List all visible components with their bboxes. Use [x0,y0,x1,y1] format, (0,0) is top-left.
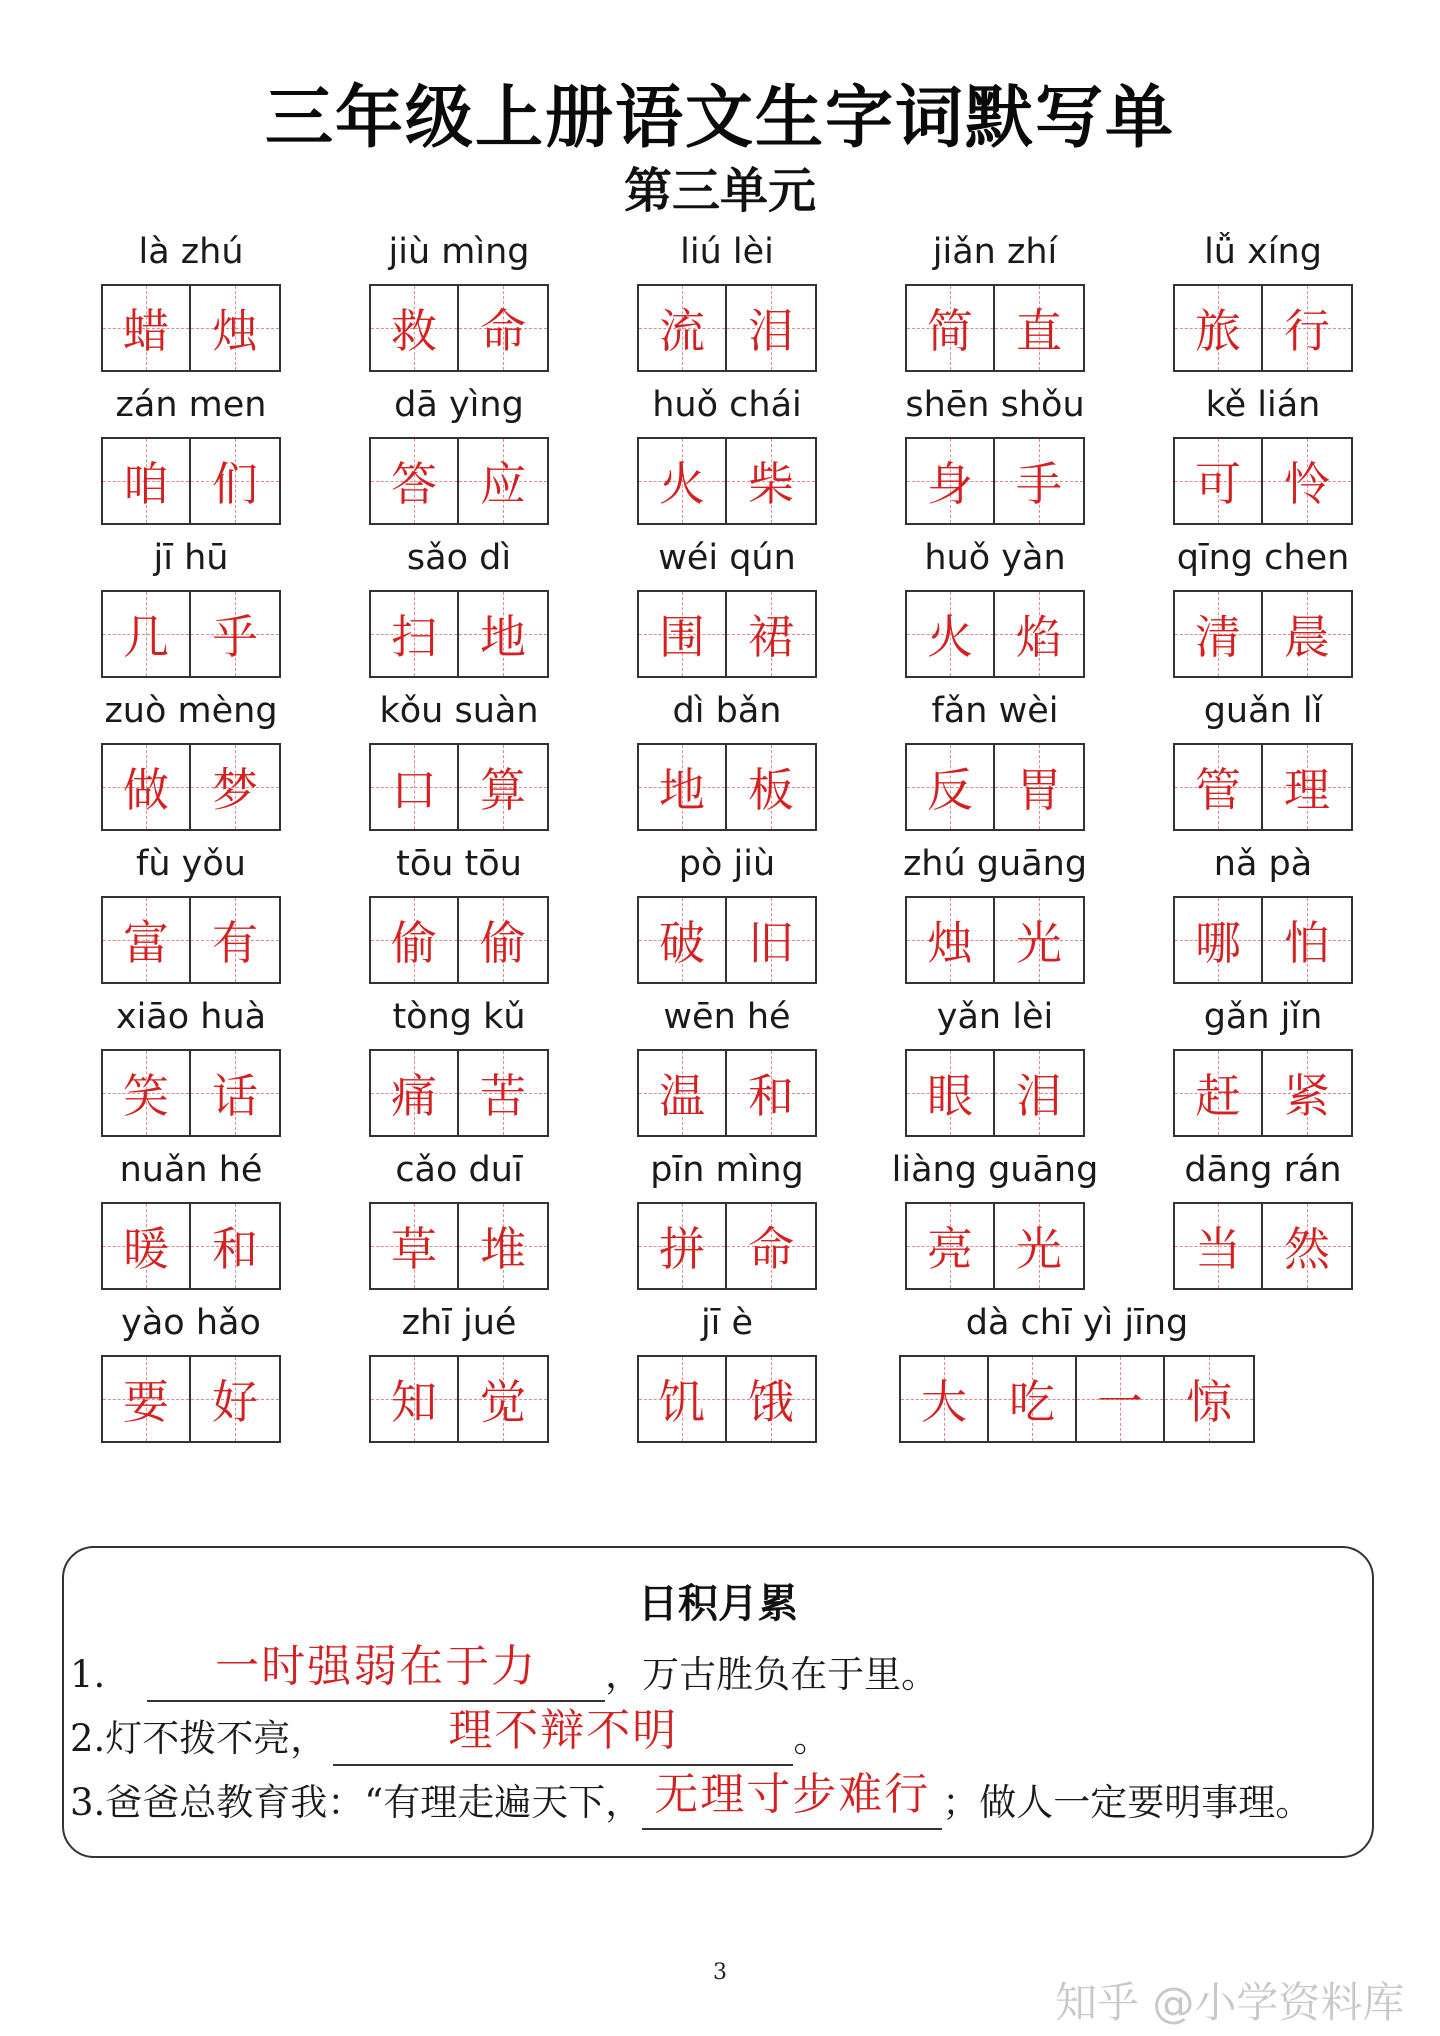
word-item [637,1146,817,1292]
hanzi-answer: 焰 [1016,610,1062,664]
hanzi-answer: 火 [659,457,705,511]
tianzige-cell[interactable] [459,1357,547,1441]
hanzi-answer: 知 [391,1375,437,1429]
hanzi-answer: 光 [1016,916,1062,970]
hanzi-answer: 破 [659,916,705,970]
word-item [1173,840,1353,986]
hanzi-answer: 算 [480,763,526,817]
hanzi-answer: 地 [659,763,705,817]
word-pinyin: yǎn lèi [936,997,1054,1037]
hanzi-answer: 觉 [480,1375,526,1429]
hanzi-answer: 饥 [659,1375,705,1429]
tianzige-cell[interactable] [103,592,191,676]
hanzi-answer: 堆 [480,1222,526,1276]
word-item [101,993,281,1139]
hanzi-answer: 有 [212,916,258,970]
tianzige-cell[interactable] [1165,1357,1253,1441]
word-pinyin: tòng kǔ [392,997,526,1037]
tianzige-cell[interactable] [1175,439,1263,523]
hanzi-answer: 理 [1284,763,1330,817]
tianzige-boxes[interactable] [101,590,281,678]
tianzige-boxes[interactable] [101,284,281,372]
word-item [1173,381,1353,527]
word-pinyin: fǎn wèi [931,691,1059,731]
tianzige-cell[interactable] [371,592,459,676]
tianzige-cell[interactable] [1263,286,1351,370]
hanzi-answer: 胃 [1016,763,1062,817]
word-pinyin: nǎ pà [1213,844,1313,884]
word-pinyin: huǒ chái [652,385,802,425]
tianzige-cell[interactable] [191,1051,279,1135]
word-item [369,840,549,986]
hanzi-answer: 苦 [480,1069,526,1123]
word-pinyin: nuǎn hé [119,1150,263,1190]
word-pinyin: xiāo huà [115,997,267,1037]
word-item [637,228,817,374]
word-pinyin: pīn mìng [650,1150,804,1190]
tianzige-cell[interactable] [727,898,815,982]
tianzige-boxes[interactable] [369,896,549,984]
word-item [101,534,281,680]
hanzi-answer: 地 [480,610,526,664]
hanzi-answer: 乎 [212,610,258,664]
tianzige-boxes[interactable] [369,1355,549,1443]
tianzige-cell[interactable] [103,286,191,370]
line-2-blank[interactable] [333,1700,793,1766]
word-pinyin: shēn shǒu [905,385,1085,425]
tianzige-cell[interactable] [907,898,995,982]
tianzige-cell[interactable] [727,286,815,370]
tianzige-boxes[interactable] [369,284,549,372]
word-item [369,381,549,527]
hanzi-answer: 可 [1195,457,1241,511]
line-3-prefix: 3.爸爸总教育我：“有理走遍天下， [70,1781,643,1824]
tianzige-cell[interactable] [371,1357,459,1441]
tianzige-cell[interactable] [371,439,459,523]
tianzige-boxes[interactable] [101,743,281,831]
tianzige-cell[interactable] [103,745,191,829]
word-item [891,1146,1099,1292]
tianzige-cell[interactable] [995,1204,1083,1288]
hanzi-answer: 紧 [1284,1069,1330,1123]
hanzi-answer: 清 [1195,610,1241,664]
tianzige-cell[interactable] [1175,286,1263,370]
tianzige-cell[interactable] [1175,745,1263,829]
tianzige-cell[interactable] [907,286,995,370]
accumulation-line-3 [70,1764,1312,1830]
hanzi-answer: 手 [1016,457,1062,511]
tianzige-cell[interactable] [727,1204,815,1288]
hanzi-answer: 然 [1284,1222,1330,1276]
hanzi-answer: 温 [659,1069,705,1123]
tianzige-cell[interactable] [1263,1204,1351,1288]
tianzige-boxes[interactable] [101,1049,281,1137]
word-pinyin: kě lián [1205,385,1321,425]
word-pinyin: cǎo duī [395,1150,523,1190]
line-2-suffix: 。 [793,1717,831,1760]
hanzi-answer: 梦 [212,763,258,817]
tianzige-cell[interactable] [459,286,547,370]
word-pinyin: dā yìng [394,385,524,425]
tianzige-boxes[interactable] [101,1202,281,1290]
tianzige-boxes[interactable] [905,284,1085,372]
word-pinyin: fù yǒu [136,844,246,884]
word-pinyin: wēn hé [663,997,791,1037]
word-item [369,534,549,680]
tianzige-cell[interactable] [989,1357,1077,1441]
tianzige-boxes[interactable] [369,437,549,525]
word-pinyin: liàng guāng [891,1150,1099,1190]
tianzige-cell[interactable] [191,1204,279,1288]
tianzige-boxes[interactable] [1173,1202,1353,1290]
hanzi-answer: 眼 [927,1069,973,1123]
tianzige-boxes[interactable] [905,590,1085,678]
word-pinyin: zhú guāng [902,844,1088,884]
tianzige-boxes[interactable] [369,743,549,831]
tianzige-boxes[interactable] [905,437,1085,525]
tianzige-cell[interactable] [727,1357,815,1441]
tianzige-cell[interactable] [371,1204,459,1288]
word-pinyin: là zhú [138,232,244,272]
tianzige-boxes[interactable] [1173,743,1353,831]
hanzi-answer: 草 [391,1222,437,1276]
tianzige-cell[interactable] [907,1204,995,1288]
hanzi-answer: 哪 [1195,916,1241,970]
word-pinyin: dāng rán [1184,1150,1342,1190]
word-item [369,228,549,374]
hanzi-answer: 简 [927,304,973,358]
line-2-prefix: 2.灯不拨不亮， [70,1717,328,1760]
word-item [637,993,817,1139]
hanzi-answer: 身 [927,457,973,511]
hanzi-answer: 大 [921,1375,967,1429]
tianzige-boxes[interactable] [369,1202,549,1290]
word-pinyin: jī hū [153,538,229,578]
hanzi-answer: 口 [391,763,437,817]
hanzi-answer: 火 [927,610,973,664]
page-number: 3 [713,1960,727,1985]
tianzige-cell[interactable] [371,1051,459,1135]
hanzi-answer: 和 [212,1222,258,1276]
tianzige-cell[interactable] [191,1357,279,1441]
hanzi-answer: 晨 [1284,610,1330,664]
tianzige-cell[interactable] [1175,898,1263,982]
hanzi-answer: 做 [123,763,169,817]
tianzige-cell[interactable] [459,745,547,829]
hanzi-answer: 们 [212,457,258,511]
word-pinyin: wéi qún [658,538,796,578]
word-pinyin: qīng chen [1176,538,1350,578]
hanzi-answer: 流 [659,304,705,358]
page-title: 三年级上册语文生字词默写单 [264,79,1175,158]
tianzige-cell[interactable] [1263,1051,1351,1135]
tianzige-cell[interactable] [103,898,191,982]
hanzi-answer: 救 [391,304,437,358]
word-pinyin: dì bǎn [672,691,782,731]
tianzige-cell[interactable] [995,1051,1083,1135]
tianzige-cell[interactable] [459,439,547,523]
tianzige-boxes[interactable] [369,1049,549,1137]
hanzi-answer: 暖 [123,1222,169,1276]
word-item [369,1146,549,1292]
hanzi-answer: 泪 [1016,1069,1062,1123]
tianzige-boxes[interactable] [1173,437,1353,525]
accumulation-line-2 [70,1700,830,1766]
tianzige-cell[interactable] [727,439,815,523]
tianzige-cell[interactable] [639,1051,727,1135]
tianzige-boxes[interactable] [637,590,817,678]
word-item [369,1299,549,1445]
tianzige-boxes[interactable] [101,896,281,984]
tianzige-boxes[interactable] [637,437,817,525]
word-item [101,840,281,986]
word-item [1173,228,1353,374]
word-item [637,687,817,833]
hanzi-answer: 要 [123,1375,169,1429]
hanzi-answer: 和 [748,1069,794,1123]
word-item [101,1146,281,1292]
hanzi-answer: 偷 [391,916,437,970]
word-pinyin: liú lèi [680,232,774,272]
word-item [905,381,1085,527]
hanzi-answer: 答 [391,457,437,511]
tianzige-boxes[interactable] [637,284,817,372]
word-item [905,993,1085,1139]
word-item [637,381,817,527]
word-pinyin: zhī jué [401,1303,517,1343]
tianzige-cell[interactable] [459,1204,547,1288]
tianzige-cell[interactable] [639,439,727,523]
line-2-answer: 理不辩不明 [448,1705,679,1756]
tianzige-cell[interactable] [727,745,815,829]
hanzi-answer: 咱 [123,457,169,511]
line-3-answer: 无理寸步难行 [654,1769,931,1820]
word-item [902,840,1088,986]
hanzi-answer: 当 [1195,1222,1241,1276]
tianzige-boxes[interactable] [101,1355,281,1443]
tianzige-cell[interactable] [191,439,279,523]
hanzi-answer: 泪 [748,304,794,358]
hanzi-answer: 蜡 [123,304,169,358]
hanzi-answer: 反 [927,763,973,817]
tianzige-boxes[interactable] [905,1049,1085,1137]
tianzige-cell[interactable] [995,286,1083,370]
accumulation-panel [62,1546,1374,1858]
tianzige-cell[interactable] [727,592,815,676]
unit-subtitle: 第三单元 [623,163,816,219]
tianzige-cell[interactable] [1175,1051,1263,1135]
tianzige-cell[interactable] [727,1051,815,1135]
tianzige-boxes[interactable] [637,743,817,831]
tianzige-cell[interactable] [371,286,459,370]
tianzige-boxes[interactable] [637,1355,817,1443]
word-pinyin: yào hǎo [121,1303,261,1343]
hanzi-answer: 亮 [927,1222,973,1276]
line-1-prefix: 1. [70,1653,118,1696]
hanzi-answer: 烛 [212,304,258,358]
hanzi-answer: 行 [1284,304,1330,358]
hanzi-answer: 板 [748,763,794,817]
hanzi-answer: 旅 [1195,304,1241,358]
hanzi-answer: 怕 [1284,916,1330,970]
word-item [899,1299,1255,1445]
word-pinyin: huǒ yàn [924,538,1066,578]
word-item [905,228,1085,374]
word-pinyin: lǚ xíng [1204,232,1322,272]
tianzige-cell[interactable] [1175,592,1263,676]
word-item [905,687,1085,833]
hanzi-answer: 赶 [1195,1069,1241,1123]
tianzige-cell[interactable] [191,898,279,982]
word-item [637,840,817,986]
tianzige-cell[interactable] [103,1204,191,1288]
word-pinyin: gǎn jǐn [1203,997,1323,1037]
tianzige-boxes[interactable] [1173,896,1353,984]
hanzi-answer: 命 [748,1222,794,1276]
word-pinyin: zuò mèng [104,691,278,731]
word-item [101,1299,281,1445]
word-pinyin: guǎn lǐ [1203,691,1323,731]
line-1-blank[interactable] [147,1636,605,1702]
hanzi-answer: 话 [212,1069,258,1123]
hanzi-answer: 应 [480,457,526,511]
tianzige-boxes[interactable] [1173,1049,1353,1137]
tianzige-cell[interactable] [639,1357,727,1441]
tianzige-cell[interactable] [1263,898,1351,982]
word-pinyin: dà chī yì jīng [965,1303,1189,1343]
accumulation-line-1 [70,1636,938,1702]
hanzi-answer: 裙 [748,610,794,664]
hanzi-answer: 偷 [480,916,526,970]
tianzige-boxes[interactable] [1173,284,1353,372]
hanzi-answer: 柴 [748,457,794,511]
tianzige-cell[interactable] [459,592,547,676]
hanzi-answer: 直 [1016,304,1062,358]
hanzi-answer: 笑 [123,1069,169,1123]
hanzi-answer: 怜 [1284,457,1330,511]
word-item [1173,1146,1353,1292]
word-pinyin: tōu tōu [396,844,522,884]
tianzige-cell[interactable] [907,745,995,829]
tianzige-boxes[interactable] [899,1355,1255,1443]
tianzige-cell[interactable] [191,592,279,676]
tianzige-cell[interactable] [1175,1204,1263,1288]
word-item [637,534,817,680]
tianzige-cell[interactable] [103,1051,191,1135]
tianzige-cell[interactable] [639,898,727,982]
tianzige-cell[interactable] [639,286,727,370]
line-1-suffix: ，万古胜负在于里。 [605,1653,939,1696]
hanzi-answer: 惊 [1186,1375,1232,1429]
tianzige-boxes[interactable] [101,437,281,525]
word-pinyin: pò jiù [678,844,776,884]
hanzi-answer: 烛 [927,916,973,970]
tianzige-cell[interactable] [995,592,1083,676]
tianzige-cell[interactable] [1263,592,1351,676]
hanzi-answer: 一 [1097,1375,1143,1429]
word-item [369,687,549,833]
line-3-blank[interactable] [642,1764,942,1830]
hanzi-answer: 命 [480,304,526,358]
hanzi-answer: 光 [1016,1222,1062,1276]
tianzige-cell[interactable] [1077,1357,1165,1441]
word-pinyin: jiù mìng [388,232,530,272]
hanzi-answer: 扫 [391,610,437,664]
hanzi-answer: 几 [123,610,169,664]
tianzige-cell[interactable] [907,592,995,676]
tianzige-cell[interactable] [371,898,459,982]
tianzige-boxes[interactable] [637,1202,817,1290]
tianzige-boxes[interactable] [1173,590,1353,678]
hanzi-answer: 好 [212,1375,258,1429]
hanzi-answer: 拼 [659,1222,705,1276]
word-item [905,534,1085,680]
word-item [1173,687,1353,833]
word-item [101,381,281,527]
word-item [637,1299,817,1445]
tianzige-cell[interactable] [901,1357,989,1441]
tianzige-cell[interactable] [103,1357,191,1441]
tianzige-cell[interactable] [639,1204,727,1288]
tianzige-cell[interactable] [639,592,727,676]
tianzige-cell[interactable] [1263,745,1351,829]
tianzige-cell[interactable] [995,745,1083,829]
tianzige-cell[interactable] [103,439,191,523]
word-item [101,228,281,374]
line-1-answer: 一时强弱在于力 [215,1641,538,1692]
word-item [1173,993,1353,1139]
tianzige-cell[interactable] [371,745,459,829]
tianzige-cell[interactable] [1263,439,1351,523]
hanzi-answer: 痛 [391,1069,437,1123]
tianzige-boxes[interactable] [369,590,549,678]
tianzige-cell[interactable] [459,898,547,982]
line-3-suffix: ；做人一定要明事理。 [942,1781,1313,1824]
word-pinyin: sǎo dì [406,538,512,578]
accumulation-title: 日积月累 [638,1581,798,1627]
hanzi-answer: 旧 [748,916,794,970]
tianzige-boxes[interactable] [637,896,817,984]
tianzige-cell[interactable] [459,1051,547,1135]
word-item [101,687,281,833]
tianzige-boxes[interactable] [905,743,1085,831]
hanzi-answer: 管 [1195,763,1241,817]
hanzi-answer: 吃 [1009,1375,1055,1429]
tianzige-cell[interactable] [191,745,279,829]
watermark: 知乎 @小学资料库 [1055,1978,1405,2027]
hanzi-answer: 饿 [748,1375,794,1429]
word-item [369,993,549,1139]
tianzige-cell[interactable] [907,439,995,523]
word-pinyin: jiǎn zhí [932,232,1058,272]
word-pinyin: kǒu suàn [379,691,539,731]
hanzi-answer: 富 [123,916,169,970]
hanzi-answer: 围 [659,610,705,664]
tianzige-cell[interactable] [639,745,727,829]
tianzige-boxes[interactable] [637,1049,817,1137]
tianzige-boxes[interactable] [905,1202,1085,1290]
tianzige-cell[interactable] [995,898,1083,982]
tianzige-cell[interactable] [995,439,1083,523]
tianzige-cell[interactable] [907,1051,995,1135]
tianzige-boxes[interactable] [905,896,1085,984]
word-item [1173,534,1353,680]
word-pinyin: zán men [115,385,267,425]
word-pinyin: jī è [700,1303,754,1343]
tianzige-cell[interactable] [191,286,279,370]
